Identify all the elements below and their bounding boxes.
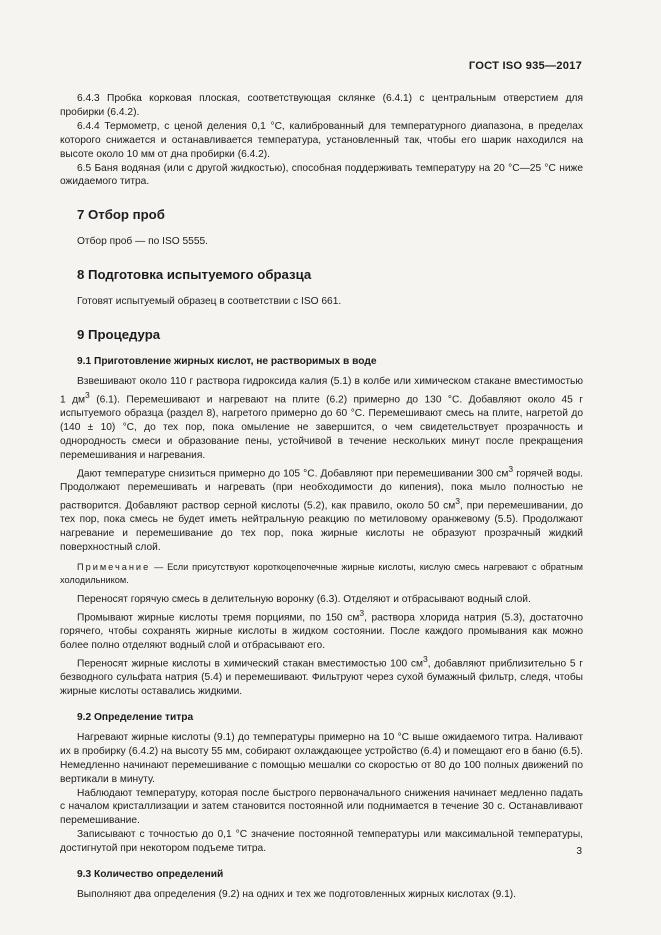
page-number: 3 [576,846,582,857]
clause-6-5: 6.5 Баня водяная (или с другой жидкостью), способная поддерживать температуру на 20 °С—25 °С ниже ожидаемого титра. [60,162,583,188]
paragraph-9-3-1: Выполняют два определения (9.2) на одних и тех же подготовленных жирных кислотах (9.1). [77,889,516,901]
paragraph-9-1-1: Взвешивают около 110 г раствора гидроксида калия (5.1) в колбе или химическом стакане вместимостью 1 $дм^3$ (6.1). Перемешивают и нагревают на плите (6.2) примерно до 130 °С. Добавляют около 45 г испытуемого образца (раздел 8), нагретого примерно до 60 °С. Перемешивают смесь на плите, нагретой до (140 ± 10) °С, до тех пор, пока омыление не завершится, о чем свидетельствует прозрачность и однородность смеси и образование пены, устойчивой в течение нескольких минут после прекращения перемешивания и нагревания. [60,376,583,462]
note-label: Примечание [77,562,151,573]
paragraph-9-2-3: Записывают с точностью до 0,1 °С значение постоянной температуры или максимальной температуры, достигнутой при некотором подъеме титра. [60,829,583,855]
paragraph-9-1-5: Переносят жирные кислоты в химический стакан вместимостью 100 $см^3$, добавляют приблизительно 5 г безводного сульфата натрия (5.4) и перемешивают. Фильтруют через сухой бумажный фильтр, следя, чтобы жирные кислоты оставались жидкими. [60,653,583,698]
section-7-text: Отбор проб — по ISO 5555. [77,236,209,248]
document-header: ГОСТ ISO 935—2017 [468,60,582,72]
section-7-title: 7 Отбор проб [77,207,165,223]
paragraph-9-1-3: Переносят горячую смесь в делительную воронку (6.3). Отделяют и отбрасывают водный слой. [77,593,531,605]
subsection-9-3-title: 9.3 Количество определений [77,869,224,881]
subsection-9-2-title: 9.2 Определение титра [77,711,194,723]
clause-6-4-4: 6.4.4 Термометр, с ценой деления 0,1 °С, калиброванный для температурного диапазона, в пределах которого снижается и останавливается температура, установленный так, чтобы его шарик находился на высоте около 10 мм от дна пробирки (6.4.2). [60,120,583,160]
subsection-9-1-title: 9.1 Приготовление жирных кислот, не растворимых в воде [77,356,377,368]
section-8-title: 8 Подготовка испытуемого образца [77,267,312,283]
paragraph-9-2-1: Нагревают жирные кислоты (9.1) до температуры примерно на 10 °С выше ожидаемого титра. Наливают их в пробирку (6.4.2) на высоту 55 мм, собирают охлаждающее устройство (6.4) и помещают его в баню (6.5). Немедленно начинают перемешивание с помощью мешалки со скоростью от 80 до 100 полных движений по вертикали в минуту. [60,731,583,785]
clause-6-4-3: 6.4.3 Пробка корковая плоская, соответствующая склянке (6.4.1) с центральным отверстием для пробирки (6.4.2). [60,93,583,118]
note: Примечание — Если присутствуют короткоцепочечные жирные кислоты, кислую смесь нагревают с обратным холодильником. [60,562,583,585]
section-9-title: 9 Процедура [77,327,161,343]
section-8-text: Готовят испытуемый образец в соответствии с ISO 661. [77,296,342,308]
page-content [60,92,583,902]
paragraph-9-2-2: Наблюдают температуру, которая после быстрого первоначального снижения начинает медленно падать с началом кристаллизации и затем становится постоянной или поднимается в течение 30 с. Останавливают перемешивание. [60,787,583,827]
paragraph-9-1-4: Промывают жирные кислоты тремя порциями, по 150 $см^3$, раствора хлорида натрия (5.3), достаточно горячего, чтобы сохранять жирные кислоты в жидком состоянии. После каждого промывания как можно более полно отделяют водный слой и отбрасывают его. [60,607,583,651]
paragraph-9-1-2: Дают температуре снизиться примерно до 105 °С. Добавляют при перемешивании 300 $см^3$ горячей воды. Продолжают перемешивать и нагревать (при необходимости до кипения), пока мыло полностью не растворится. Добавляют раствор серной кислоты (5.2), как правило, около 50 $см^3$, при перемешивании, до тех пор, пока смесь не будет иметь нейтральную реакцию по метиловому оранжевому (5.5). Продолжают нагревание и перемешивание до тех пор, пока жирные кислоты не образуют прозрачный жидкий поверхностный слой. [60,463,584,554]
